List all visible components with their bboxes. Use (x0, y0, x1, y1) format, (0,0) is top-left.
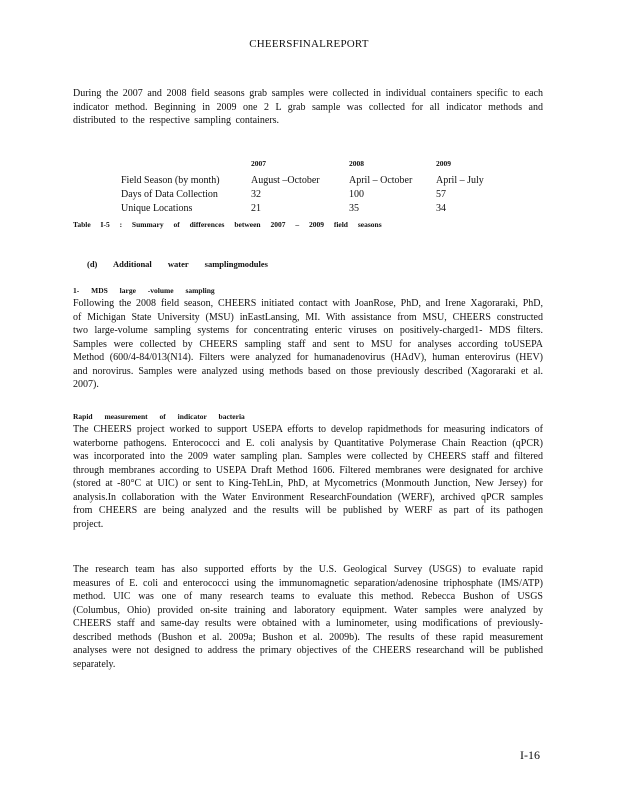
table-caption: Table I-5 : Summary of differences between 2007 – 2009 field seasons (73, 220, 382, 229)
page-number: I-16 (520, 748, 540, 762)
subsection-heading-mds: 1- MDS large -volume sampling (73, 286, 215, 295)
year-header-2009: 2009 (436, 159, 451, 168)
subsection-heading-rapid: Rapid measurement of indicator bacteria (73, 412, 245, 421)
row-label: Days of Data Collection (121, 189, 218, 200)
table-row (0, 202, 618, 216)
table-row (0, 174, 618, 188)
intro-paragraph: During the 2007 and 2008 field seasons grab samples were collected in individual containers specific to each indicator method. Beginning in 2009 one 2 L grab sample was collected for all indicator methods and distributed to the respective sampling containers. (73, 88, 543, 126)
rapid-paragraph: The CHEERS project worked to support USEPA efforts to develop rapidmethods for measuring indicators of waterborne pathogens. Enterococci and E. coli analysis by Quantitative Polymerase Chain Reaction (qPCR) was incorporated into the 2009 water sampling plan. Samples were collected by CHEERS staff and filtered through membranes according to USEPA Draft Method 1606. Filtered membranes were designated for archive (stored at -80°C at UIC) or sent to King-TehLin, PhD, at Mycometrics (Monmouth Junction, New Jersey) for analysis.In collaboration with the Water Environment ResearchFoundation (WERF), archived qPCR samples from CHEERS are being analyzed and the results will be published by WERF as part of its pathogen project. (73, 424, 543, 530)
table-row (0, 188, 618, 202)
cell-2007: August –October (251, 175, 320, 186)
cell-2007: 32 (251, 189, 261, 200)
cell-2008: 35 (349, 203, 359, 214)
year-header-2007: 2007 (251, 159, 266, 168)
cell-2008: April – October (349, 175, 413, 186)
mds-paragraph: Following the 2008 field season, CHEERS initiated contact with JoanRose, PhD, and Irene Xagoraraki, PhD, of Michigan State University (MSU) inEastLansing, MI. With assistance from MSU, CHEERS constructed two large-volume sampling systems for concentrating enteric viruses on positively-charged1- MDS filters. Samples were collected by CHEERS sampling staff and sent to MSU for analyses according toUSEPA Method (600/4-84/013(N14). Filters were analyzed for humanadenovirus (HAdV), human enterovirus (HEV) and norovirus. Samples were analyzed using methods based on those previously described (Xagoraraki et al. 2007). (73, 298, 543, 390)
cell-2009: 34 (436, 203, 446, 214)
row-label: Unique Locations (121, 203, 193, 214)
cell-2009: April – July (436, 175, 484, 186)
section-heading: (d) Additional water samplingmodules (87, 259, 268, 269)
page-header: CHEERSFINALREPORT (249, 38, 369, 50)
cell-2009: 57 (436, 189, 446, 200)
cell-2008: 100 (349, 189, 364, 200)
year-header-2008: 2008 (349, 159, 364, 168)
row-label: Field Season (by month) (121, 175, 220, 186)
cell-2007: 21 (251, 203, 261, 214)
usgs-paragraph: The research team has also supported efforts by the U.S. Geological Survey (USGS) to evaluate rapid measures of E. coli and enterococci using the immunomagnetic separation/adenosine triphosphate (IMS/ATP) method. UIC was one of many research teams to evaluate this method. Rebecca Bushon of USGS (Columbus, Ohio) provided on-site training and laboratory equipment. Water samples were analyzed by CHEERS staff and same-day results were obtained with a luminometer, using modifications of previously-described methods (Bushon et al. 2009a; Bushon et al. 2009b). The results of these rapid measurement analyses were not designed to address the primary objectives of the CHEERS researchand will be published separately. (73, 564, 543, 670)
